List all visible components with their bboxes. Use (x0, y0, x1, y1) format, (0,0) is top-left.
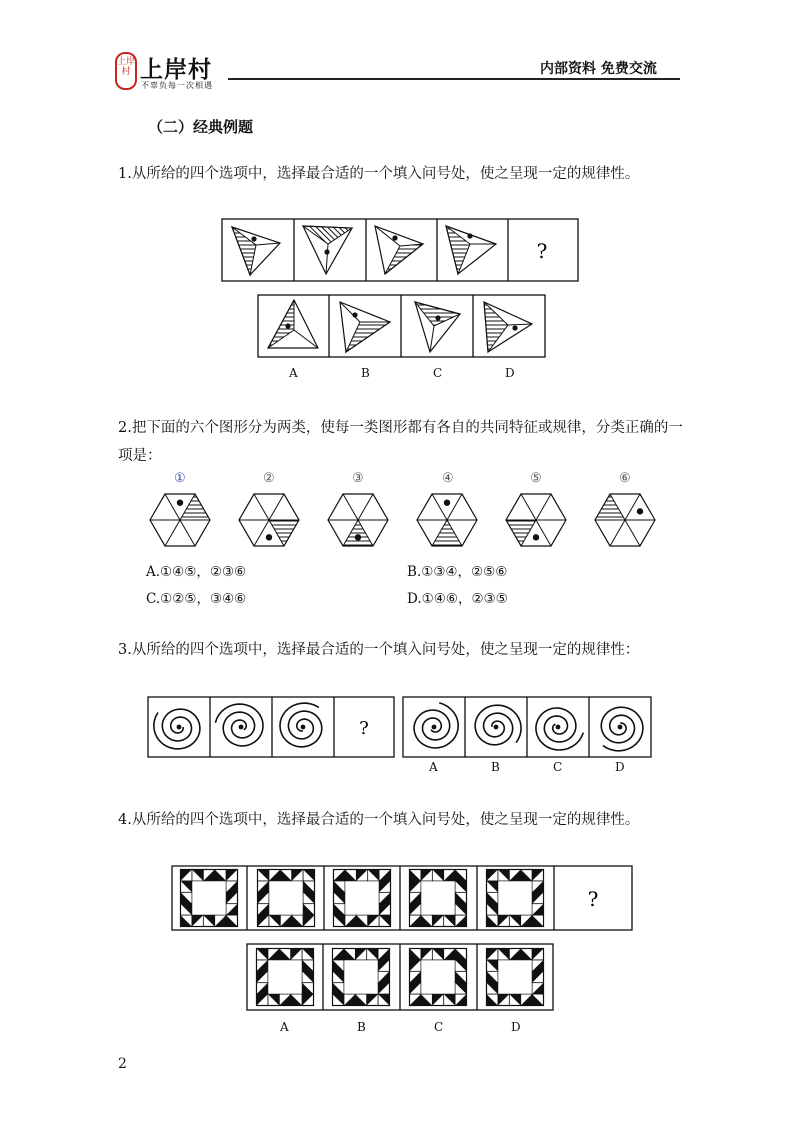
q4-black-triangle (368, 915, 379, 926)
q2-hatched-sector (343, 520, 373, 546)
q4-black-triangle (379, 904, 390, 915)
q4-black-triangle (444, 915, 455, 926)
q4-black-triangle (291, 949, 302, 960)
q3-spiral-dot (494, 725, 499, 730)
q4-black-triangle (421, 949, 432, 960)
q4-black-triangle (269, 915, 280, 926)
q1-option-b-figure (340, 302, 390, 352)
q2-hatched-sector (595, 494, 625, 520)
q4-black-triangle (532, 960, 543, 971)
q4-black-triangle (257, 960, 268, 971)
q4-black-triangle (257, 949, 268, 960)
q4-black-triangle (258, 870, 269, 881)
q4-black-triangle (487, 870, 498, 881)
q4-black-triangle (432, 870, 443, 881)
q4-black-triangle (532, 881, 543, 892)
q4-black-triangle (181, 904, 192, 915)
q4-black-triangle (334, 892, 345, 903)
q4-black-triangle (455, 892, 466, 903)
q4-black-triangle (509, 949, 520, 960)
q2-option-a[interactable]: A.①④⑤，②③⑥ (146, 564, 247, 580)
q4-black-triangle (226, 870, 237, 881)
q4-black-triangle (421, 994, 432, 1005)
q2-dot (266, 534, 272, 540)
q4-black-triangle (509, 994, 520, 1005)
q1-options-row (258, 295, 545, 357)
q4-black-triangle (257, 983, 268, 994)
q4-black-triangle (303, 870, 314, 881)
logo-slogan: 不辜负每一次相遇 (141, 81, 213, 90)
q4-black-triangle (521, 870, 532, 881)
q4-black-triangle (333, 983, 344, 994)
q4-black-triangle (302, 994, 313, 1005)
q4-black-triangle (334, 881, 345, 892)
q4-black-triangle (532, 994, 543, 1005)
q3-label-d: D (615, 760, 625, 774)
q4-black-triangle (532, 904, 543, 915)
q4-label-b: B (357, 1020, 366, 1034)
q4-black-triangle (303, 904, 314, 915)
q3-spiral-figure (154, 709, 200, 749)
q4-black-triangle (432, 994, 443, 1005)
q3-spiral-figure (601, 707, 643, 751)
q4-black-triangle (378, 994, 389, 1005)
q4-black-triangle (279, 949, 290, 960)
q4-black-triangle (379, 915, 390, 926)
q4-frame-figure (181, 870, 238, 927)
q4-black-triangle (344, 949, 355, 960)
q3-spiral-dot (432, 725, 437, 730)
q1-figure-4 (446, 226, 496, 274)
q3-spiral-line (154, 709, 200, 749)
q4-black-triangle (532, 983, 543, 994)
q4-black-triangle (379, 881, 390, 892)
q4-black-triangle (258, 892, 269, 903)
q4-frame-figure (410, 870, 467, 927)
logo-seal: 上岸村 (115, 52, 137, 90)
q4-black-triangle (302, 949, 313, 960)
q2-hatched-sector (432, 520, 462, 546)
q4-black-triangle (498, 949, 509, 960)
q4-black-triangle (379, 870, 390, 881)
q1-label-a: A (289, 366, 298, 380)
q3-label-c: C (553, 760, 563, 774)
q1-option-c-figure (415, 302, 460, 352)
q1-question-mark: ? (536, 239, 548, 263)
logo-name: 上岸村 (140, 57, 212, 83)
q4-black-triangle (181, 892, 192, 903)
q4-black-triangle (226, 904, 237, 915)
q4-black-triangle (509, 915, 520, 926)
q4-black-triangle (410, 960, 421, 971)
q4-black-triangle (521, 949, 532, 960)
q3-spiral-line (536, 708, 583, 750)
q3-spiral-line (280, 703, 322, 747)
q4-frame-figure (258, 870, 315, 927)
q4-black-triangle (302, 971, 313, 982)
q4-black-triangle (344, 994, 355, 1005)
q4-black-triangle (487, 949, 498, 960)
q4-black-triangle (487, 881, 498, 892)
q3-spiral-figure (475, 705, 521, 745)
q2-hexagon-figure (595, 494, 655, 546)
question-2-text: 2.把下面的六个图形分为两类，使每一类图形都有各自的共同特征或规律，分类正确的一项是： (118, 420, 683, 464)
q2-hexagon-figure (506, 494, 566, 546)
q4-black-triangle (302, 983, 313, 994)
q4-black-triangle (356, 915, 367, 926)
q4-frame-figure (487, 870, 544, 927)
q4-black-triangle (455, 904, 466, 915)
q4-black-triangle (181, 915, 192, 926)
q1-question-row (222, 219, 578, 281)
q4-black-triangle (410, 994, 421, 1005)
question-3-text: 3.从所给的四个选项中，选择最合适的一个填入问号处，使之呈现一定的规律性： (118, 642, 640, 658)
q4-frame-figure (333, 949, 390, 1006)
q4-black-triangle (444, 949, 455, 960)
q4-black-triangle (378, 971, 389, 982)
q3-question-mark: ? (359, 718, 369, 739)
q3-spiral-dot (177, 725, 182, 730)
q2-figure-label-5: ⑤ (530, 471, 542, 486)
q4-black-triangle (334, 904, 345, 915)
q4-black-triangle (455, 949, 466, 960)
q4-black-triangle (280, 870, 291, 881)
q4-black-triangle (215, 870, 226, 881)
q3-spirals (154, 703, 643, 751)
q4-black-triangle (226, 881, 237, 892)
q4-black-triangle (455, 915, 466, 926)
q4-black-triangle (432, 949, 443, 960)
q2-dot (355, 534, 361, 540)
q4-black-triangle (355, 994, 366, 1005)
q2-dot (177, 499, 183, 505)
q1-figure-1 (232, 227, 280, 275)
q4-black-triangle (379, 892, 390, 903)
q2-hatched-sector (506, 520, 536, 546)
q4-black-triangle (368, 870, 379, 881)
q4-black-triangle (291, 994, 302, 1005)
q4-black-triangle (192, 915, 203, 926)
q4-black-triangle (455, 870, 466, 881)
q4-black-triangle (521, 994, 532, 1005)
q4-black-triangle (258, 881, 269, 892)
q4-black-triangle (487, 892, 498, 903)
q4-black-triangle (303, 915, 314, 926)
q4-question-row (172, 866, 632, 930)
q4-black-triangle (367, 949, 378, 960)
q2-hexagon-figure (328, 494, 388, 546)
q4-frame-figure (257, 949, 314, 1006)
q4-black-triangle (532, 915, 543, 926)
q4-black-triangle (258, 904, 269, 915)
q4-black-triangle (498, 870, 509, 881)
q4-black-triangle (532, 971, 543, 982)
q4-frame-figure (334, 870, 391, 927)
q2-hatched-sector (180, 494, 210, 520)
q2-figure-label-3: ③ (352, 471, 364, 486)
q4-black-triangle (356, 870, 367, 881)
q2-dot (533, 534, 539, 540)
q4-black-triangle (355, 949, 366, 960)
q4-black-triangle (181, 870, 192, 881)
q4-black-triangle (226, 915, 237, 926)
q4-black-triangle (532, 892, 543, 903)
q4-black-triangle (334, 915, 345, 926)
q1-figure-2 (303, 226, 352, 274)
q3-spiral-dot (618, 725, 623, 730)
q1-label-c: C (433, 366, 443, 380)
q4-black-triangle (303, 892, 314, 903)
q3-spiral-figure (536, 708, 583, 750)
q2-hexagon-figure (239, 494, 299, 546)
section-title: （二）经典例题 (148, 118, 254, 136)
q3-spiral-dot (239, 725, 244, 730)
q3-spiral-line (414, 703, 458, 748)
q1-option-a-figure (268, 300, 318, 348)
q4-black-triangle (303, 881, 314, 892)
q4-black-triangle (203, 915, 214, 926)
q2-hexagon-figure (150, 494, 210, 546)
q2-dot (444, 499, 450, 505)
q4-black-triangle (410, 881, 421, 892)
q4-black-triangle (455, 971, 466, 982)
q4-label-d: D (511, 1020, 521, 1034)
q4-black-triangle (378, 949, 389, 960)
q4-black-triangle (487, 983, 498, 994)
q2-hatched-sector (269, 520, 299, 546)
q1-figure-3 (375, 226, 423, 274)
q4-black-triangle (410, 904, 421, 915)
q4-black-triangle (410, 983, 421, 994)
q4-black-triangle (509, 870, 520, 881)
q2-hexagon-row (150, 494, 655, 546)
q1-label-b: B (361, 366, 370, 380)
q4-black-triangle (292, 870, 303, 881)
q3-spiral-line (215, 704, 263, 746)
q2-figure-label-2: ② (263, 471, 275, 486)
q2-dot (637, 508, 643, 514)
q4-black-triangle (487, 960, 498, 971)
q4-black-triangle (215, 915, 226, 926)
q4-black-triangle (432, 915, 443, 926)
q4-black-triangle (333, 960, 344, 971)
q4-black-triangle (333, 949, 344, 960)
q4-black-triangle (258, 915, 269, 926)
q4-black-triangle (410, 949, 421, 960)
q4-black-triangle (280, 915, 291, 926)
q4-black-triangle (333, 971, 344, 982)
q3-spiral-figure (215, 704, 263, 746)
q1-option-d-figure (484, 302, 532, 352)
q3-label-b: B (491, 760, 500, 774)
q4-black-triangle (279, 994, 290, 1005)
q4-black-triangle (410, 915, 421, 926)
q4-black-triangle (455, 983, 466, 994)
q4-black-triangle (487, 971, 498, 982)
q4-black-triangle (444, 870, 455, 881)
question-1-text: 1.从所给的四个选项中，选择最合适的一个填入问号处，使之呈现一定的规律性。 (118, 166, 640, 182)
q4-black-triangle (521, 915, 532, 926)
q2-option-c[interactable]: C.①②⑤，③④⑥ (146, 591, 247, 607)
q4-label-a: A (280, 1020, 289, 1034)
page-number: 2 (118, 1056, 127, 1072)
q4-black-triangle (487, 915, 498, 926)
q4-black-triangle (498, 994, 509, 1005)
q4-black-triangle (498, 915, 509, 926)
q4-black-triangle (455, 994, 466, 1005)
q4-black-triangle (268, 949, 279, 960)
q4-frame-figure (410, 949, 467, 1006)
q4-black-triangle (532, 949, 543, 960)
q4-black-triangle (257, 994, 268, 1005)
q4-frame-figures (181, 870, 544, 1006)
q3-spiral-dot (556, 725, 561, 730)
q4-black-triangle (378, 960, 389, 971)
q2-figure-label-6: ⑥ (619, 471, 631, 486)
q4-frame-figure (487, 949, 544, 1006)
q4-black-triangle (268, 994, 279, 1005)
q2-option-d[interactable]: D.①④⑥，②③⑤ (407, 591, 508, 607)
q4-black-triangle (487, 904, 498, 915)
q2-figure-label-1: ① (174, 471, 186, 486)
q3-spiral-line (601, 707, 643, 751)
header-right-text: 内部资料 免费交流 (540, 61, 657, 77)
q4-black-triangle (444, 994, 455, 1005)
q4-black-triangle (421, 870, 432, 881)
question-4-text: 4.从所给的四个选项中，选择最合适的一个填入问号处，使之呈现一定的规律性。 (118, 812, 640, 828)
q4-black-triangle (333, 994, 344, 1005)
q4-black-triangle (455, 960, 466, 971)
q3-spiral-figure (414, 703, 458, 748)
q4-black-triangle (410, 870, 421, 881)
q4-black-triangle (203, 870, 214, 881)
q3-spiral-dot (301, 725, 306, 730)
q1-label-d: D (505, 366, 515, 380)
q4-black-triangle (410, 892, 421, 903)
q4-black-triangle (257, 971, 268, 982)
q4-black-triangle (269, 870, 280, 881)
q4-black-triangle (487, 994, 498, 1005)
q2-hexagon-figure (417, 494, 477, 546)
q3-spiral-figure (280, 703, 322, 747)
q4-black-triangle (367, 994, 378, 1005)
q2-option-b[interactable]: B.①③④，②⑤⑥ (407, 564, 508, 580)
q4-black-triangle (302, 960, 313, 971)
q4-black-triangle (226, 892, 237, 903)
q3-spiral-line (475, 705, 521, 745)
q4-black-triangle (334, 870, 345, 881)
q4-black-triangle (532, 870, 543, 881)
q4-black-triangle (345, 915, 356, 926)
q4-black-triangle (455, 881, 466, 892)
q4-black-triangle (292, 915, 303, 926)
q4-black-triangle (181, 881, 192, 892)
q4-black-triangle (421, 915, 432, 926)
q4-black-triangle (410, 971, 421, 982)
q4-label-c: C (434, 1020, 444, 1034)
q3-label-a: A (429, 760, 438, 774)
q4-black-triangle (192, 870, 203, 881)
q4-black-triangle (378, 983, 389, 994)
q4-question-mark: ? (587, 887, 599, 911)
q4-black-triangle (345, 870, 356, 881)
q2-figure-label-4: ④ (442, 471, 454, 486)
